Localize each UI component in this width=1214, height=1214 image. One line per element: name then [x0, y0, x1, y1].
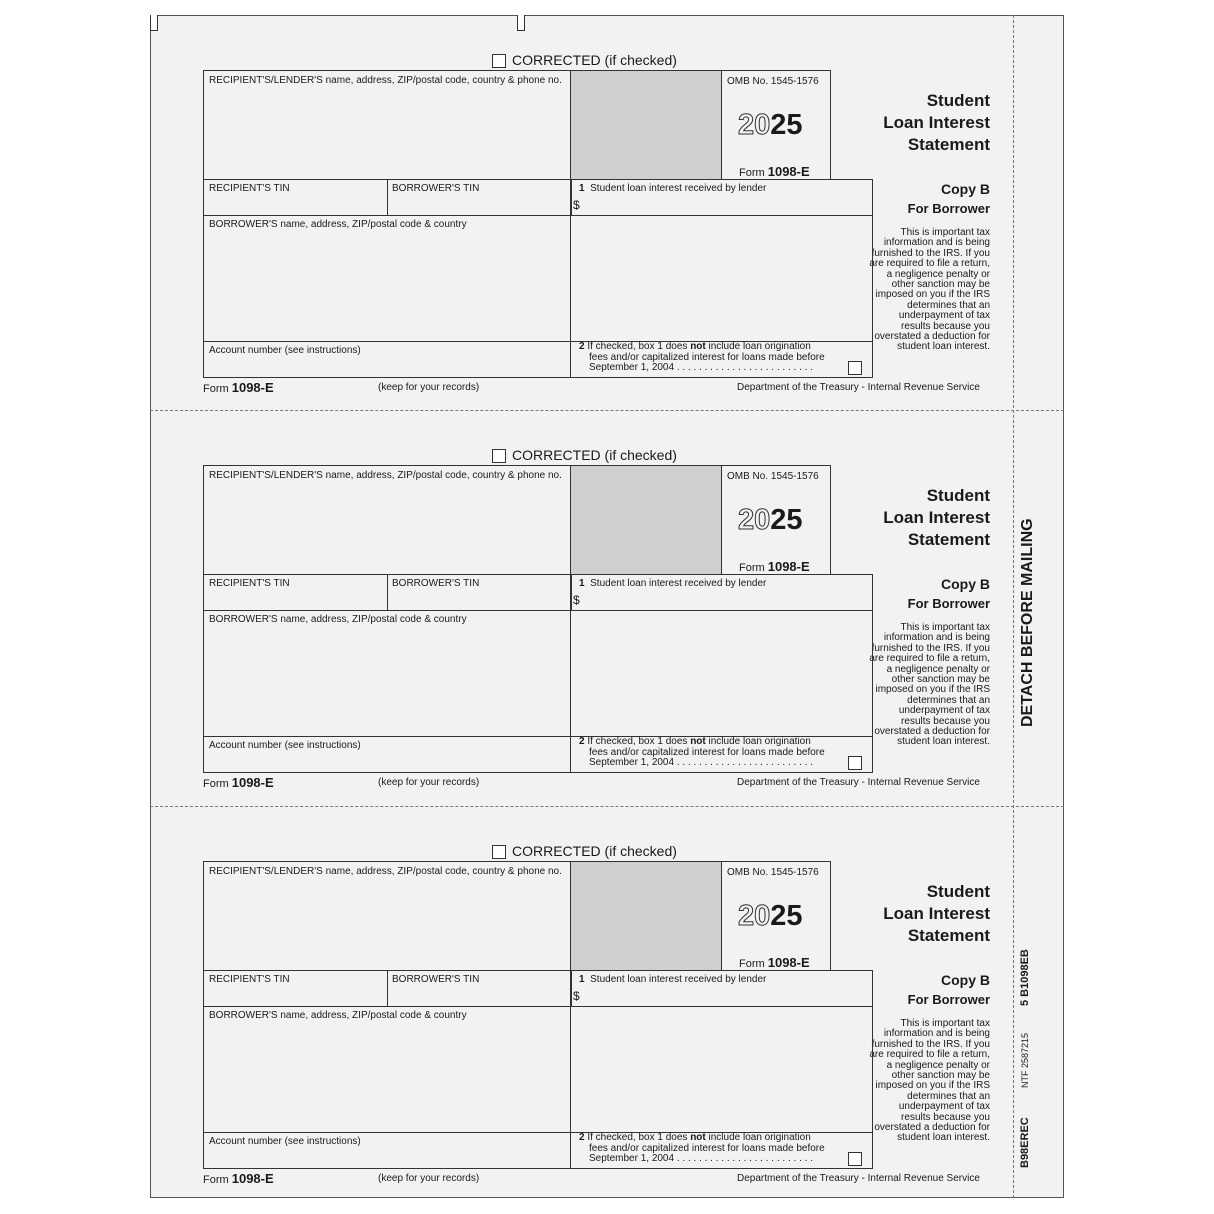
form-number-footer: Form 1098-E — [203, 775, 274, 790]
borrower-tin-label: BORROWER'S TIN — [392, 974, 480, 985]
corrected-checkbox[interactable] — [492, 449, 506, 463]
form-title: Student Loan Interest Statement — [883, 91, 990, 154]
blank-box — [570, 610, 873, 737]
form-copy — [150, 411, 1010, 806]
corrected-label: CORRECTED (if checked) — [512, 843, 677, 859]
department-label: Department of the Treasury - Internal Revenue Service — [737, 777, 980, 788]
box2-checkbox[interactable] — [848, 756, 862, 770]
recipient-label: RECIPIENT'S/LENDER'S name, address, ZIP/postal code, country & phone no. — [209, 470, 562, 481]
dollar-sign: $ — [573, 593, 580, 607]
dollar-sign: $ — [573, 198, 580, 212]
notice-text: This is important tax information and is being furnished to the IRS. If you are required to file a return, a negligence penalty or other sanction may be imposed on you if the IRS determines that an underpayment of tax results because you overstated a deduction for student loan interest. — [869, 227, 990, 353]
copy-label: Copy B — [941, 181, 990, 197]
tax-year: 2025 — [738, 900, 803, 932]
borrower-box[interactable] — [203, 215, 571, 342]
dollar-sign: $ — [573, 989, 580, 1003]
recipient-box[interactable] — [203, 861, 571, 971]
keep-note: (keep for your records) — [378, 777, 480, 788]
recipient-box[interactable] — [203, 70, 571, 180]
recipient-label: RECIPIENT'S/LENDER'S name, address, ZIP/postal code, country & phone no. — [209, 75, 562, 86]
tax-year: 2025 — [738, 109, 803, 141]
form-number-footer: Form 1098-E — [203, 380, 274, 395]
for-borrower-label: For Borrower — [907, 596, 990, 611]
omb-number: OMB No. 1545-1576 — [727, 76, 819, 87]
form-copy — [150, 16, 1010, 411]
detach-instruction: DETACH BEFORE MAILING — [1019, 518, 1036, 727]
box1-label: 1 Student loan interest received by lender — [579, 578, 767, 589]
form-number-footer: Form 1098-E — [203, 1171, 274, 1186]
omb-number: OMB No. 1545-1576 — [727, 867, 819, 878]
for-borrower-label: For Borrower — [907, 201, 990, 216]
account-number-label: Account number (see instructions) — [209, 345, 361, 356]
notice-text: This is important tax information and is being furnished to the IRS. If you are required to file a return, a negligence penalty or other sanction may be imposed on you if the IRS determines that an underpayment of tax results because you overstated a deduction for student loan interest. — [869, 1018, 990, 1144]
form-code-1: 5 B1098EB — [1019, 949, 1031, 1006]
shaded-area — [571, 71, 721, 179]
box2-label: 2 If checked, box 1 does not include loan origination fees and/or capitalized interest for loans made before September 1, 2004 . . . . . . . . . . . . . . . . . . . . . . . . . — [579, 341, 825, 373]
copy-label: Copy B — [941, 576, 990, 592]
shaded-area — [571, 466, 721, 574]
account-number-label: Account number (see instructions) — [209, 1136, 361, 1147]
corrected-label: CORRECTED (if checked) — [512, 52, 677, 68]
borrower-tin-label: BORROWER'S TIN — [392, 578, 480, 589]
recipient-label: RECIPIENT'S/LENDER'S name, address, ZIP/postal code, country & phone no. — [209, 866, 562, 877]
corrected-label: CORRECTED (if checked) — [512, 447, 677, 463]
recipient-tin-label: RECIPIENT'S TIN — [209, 578, 290, 589]
box2-checkbox[interactable] — [848, 361, 862, 375]
blank-box — [570, 1006, 873, 1133]
form-number-top: Form 1098-E — [739, 164, 810, 179]
blank-box — [570, 215, 873, 342]
box2-label: 2 If checked, box 1 does not include loan origination fees and/or capitalized interest for loans made before September 1, 2004 . . . . . . . . . . . . . . . . . . . . . . . . . — [579, 736, 825, 768]
borrower-label: BORROWER'S name, address, ZIP/postal code & country — [209, 614, 467, 625]
tax-year: 2025 — [738, 504, 803, 536]
recipient-tin-label: RECIPIENT'S TIN — [209, 974, 290, 985]
borrower-box[interactable] — [203, 610, 571, 737]
keep-note: (keep for your records) — [378, 1173, 480, 1184]
borrower-label: BORROWER'S name, address, ZIP/postal code & country — [209, 219, 467, 230]
form-code-2: NTF 2587215 — [1020, 1032, 1030, 1088]
department-label: Department of the Treasury - Internal Revenue Service — [737, 1173, 980, 1184]
recipient-tin-label: RECIPIENT'S TIN — [209, 183, 290, 194]
form-number-top: Form 1098-E — [739, 955, 810, 970]
box2-label: 2 If checked, box 1 does not include loan origination fees and/or capitalized interest for loans made before September 1, 2004 . . . . . . . . . . . . . . . . . . . . . . . . . — [579, 1132, 825, 1164]
copy-label: Copy B — [941, 972, 990, 988]
for-borrower-label: For Borrower — [907, 992, 990, 1007]
keep-note: (keep for your records) — [378, 382, 480, 393]
perforation-line-vertical — [1013, 15, 1014, 1198]
corrected-checkbox[interactable] — [492, 54, 506, 68]
account-number-label: Account number (see instructions) — [209, 740, 361, 751]
form-copy — [150, 807, 1010, 1202]
shaded-area — [571, 862, 721, 970]
box1-label: 1 Student loan interest received by lender — [579, 974, 767, 985]
form-code-3: B98EREC — [1019, 1117, 1031, 1168]
department-label: Department of the Treasury - Internal Revenue Service — [737, 382, 980, 393]
notice-text: This is important tax information and is being furnished to the IRS. If you are required to file a return, a negligence penalty or other sanction may be imposed on you if the IRS determines that an underpayment of tax results because you overstated a deduction for student loan interest. — [869, 622, 990, 748]
borrower-label: BORROWER'S name, address, ZIP/postal code & country — [209, 1010, 467, 1021]
borrower-tin-label: BORROWER'S TIN — [392, 183, 480, 194]
borrower-box[interactable] — [203, 1006, 571, 1133]
corrected-checkbox[interactable] — [492, 845, 506, 859]
form-title: Student Loan Interest Statement — [883, 882, 990, 945]
box2-checkbox[interactable] — [848, 1152, 862, 1166]
form-title: Student Loan Interest Statement — [883, 486, 990, 549]
omb-number: OMB No. 1545-1576 — [727, 471, 819, 482]
recipient-box[interactable] — [203, 465, 571, 575]
form-number-top: Form 1098-E — [739, 559, 810, 574]
box1-label: 1 Student loan interest received by lender — [579, 183, 767, 194]
